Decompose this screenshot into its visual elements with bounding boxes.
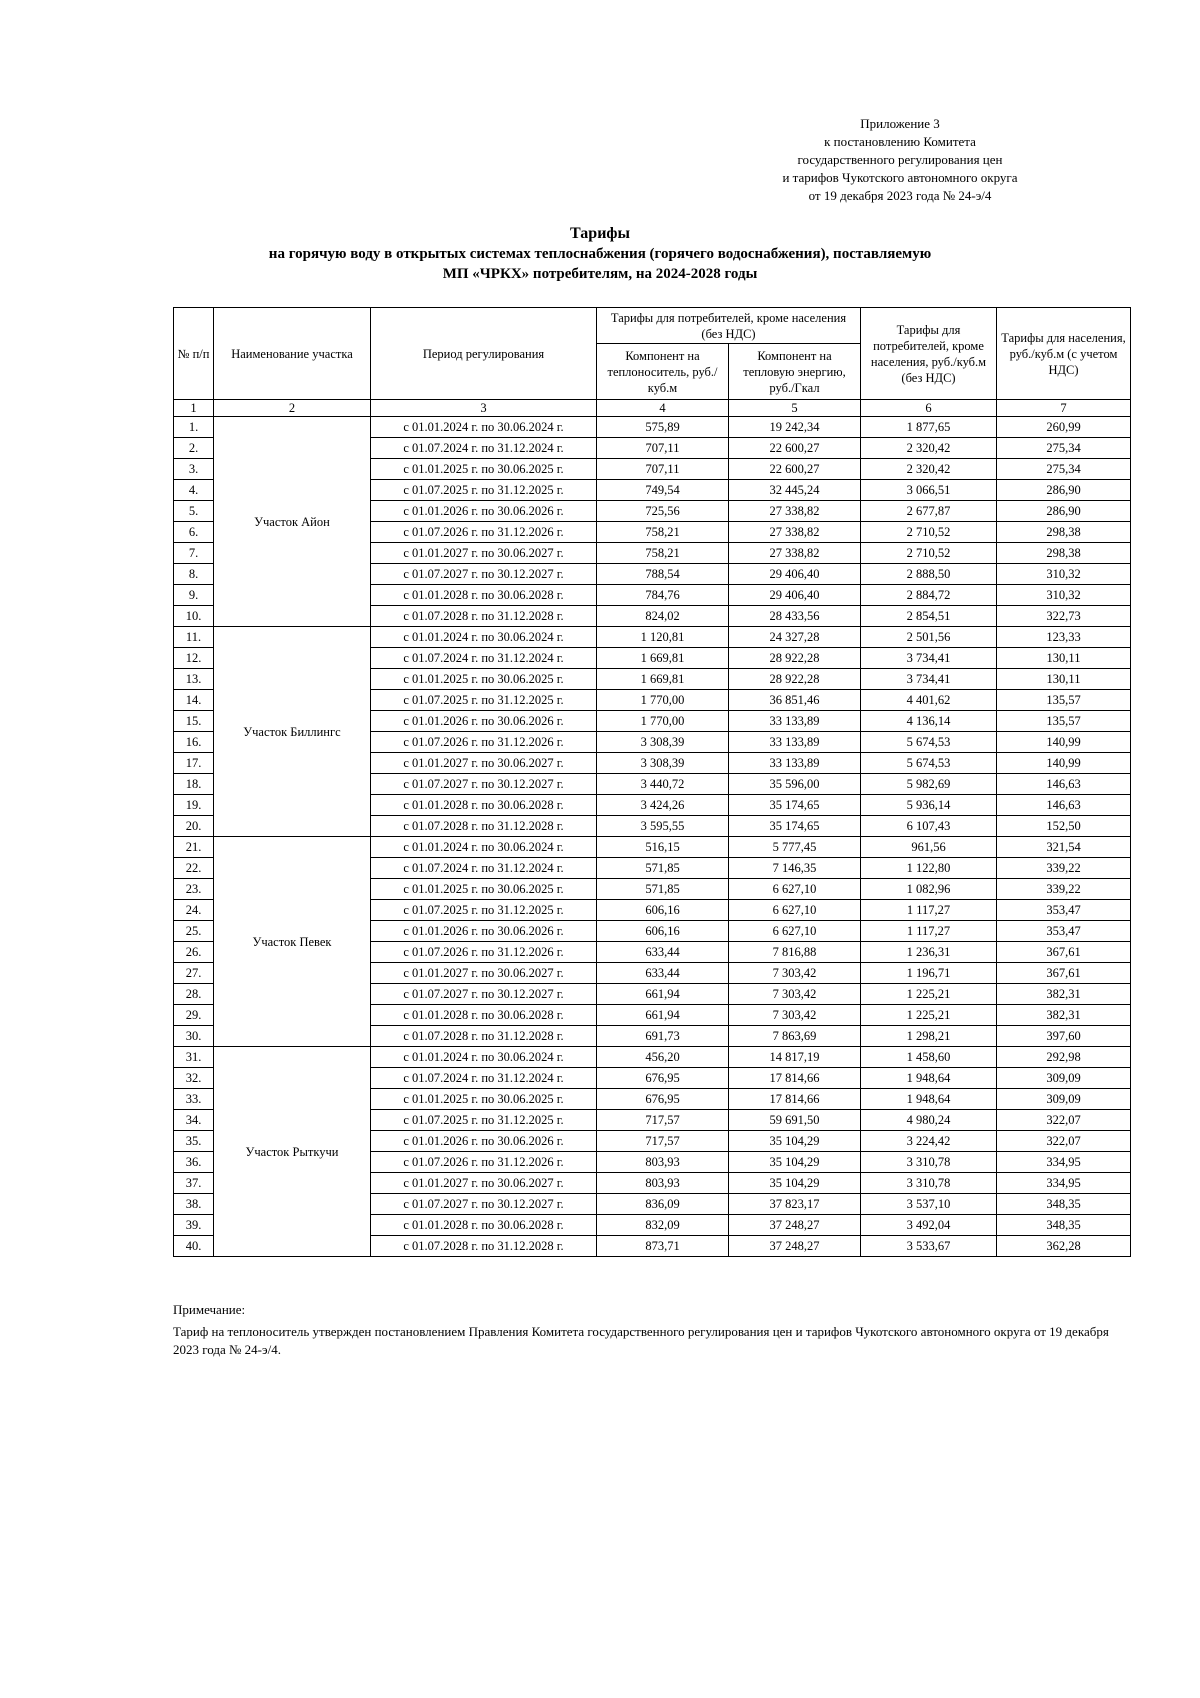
carrier-component-cell: 758,21 <box>597 543 729 564</box>
tariff-consumers-cell: 1 225,21 <box>861 1005 997 1026</box>
tariff-consumers-cell: 3 734,41 <box>861 648 997 669</box>
period-cell: с 01.07.2027 г. по 30.12.2027 г. <box>371 774 597 795</box>
tariff-population-cell: 275,34 <box>997 459 1131 480</box>
tariff-consumers-cell: 6 107,43 <box>861 816 997 837</box>
carrier-component-cell: 571,85 <box>597 858 729 879</box>
period-cell: с 01.01.2024 г. по 30.06.2024 г. <box>371 627 597 648</box>
appendix-line: государственного регулирования цен <box>797 152 1003 167</box>
period-cell: с 01.01.2028 г. по 30.06.2028 г. <box>371 1215 597 1236</box>
period-cell: с 01.07.2024 г. по 31.12.2024 г. <box>371 858 597 879</box>
energy-component-cell: 27 338,82 <box>729 501 861 522</box>
period-cell: с 01.07.2024 г. по 31.12.2024 г. <box>371 648 597 669</box>
period-cell: с 01.07.2025 г. по 31.12.2025 г. <box>371 1110 597 1131</box>
row-number: 25. <box>174 921 214 942</box>
tariff-consumers-cell: 1 298,21 <box>861 1026 997 1047</box>
tariff-population-cell: 130,11 <box>997 669 1131 690</box>
tariff-population-cell: 130,11 <box>997 648 1131 669</box>
row-number: 22. <box>174 858 214 879</box>
energy-component-cell: 35 174,65 <box>729 795 861 816</box>
tariff-consumers-cell: 2 320,42 <box>861 438 997 459</box>
tariff-consumers-cell: 1 196,71 <box>861 963 997 984</box>
row-number: 7. <box>174 543 214 564</box>
appendix-header <box>730 115 1070 205</box>
column-number: 5 <box>729 400 861 417</box>
tariff-population-cell: 146,63 <box>997 774 1131 795</box>
energy-component-cell: 17 814,66 <box>729 1068 861 1089</box>
tariff-population-cell: 382,31 <box>997 984 1131 1005</box>
tariff-population-cell: 334,95 <box>997 1173 1131 1194</box>
tariff-population-cell: 382,31 <box>997 1005 1131 1026</box>
tariff-population-cell: 140,99 <box>997 753 1131 774</box>
tariff-population-cell: 322,73 <box>997 606 1131 627</box>
tariff-population-cell: 367,61 <box>997 942 1131 963</box>
tariff-consumers-cell: 1 117,27 <box>861 921 997 942</box>
appendix-line: от 19 декабря 2023 года № 24-э/4 <box>808 188 992 203</box>
period-cell: с 01.01.2024 г. по 30.06.2024 г. <box>371 837 597 858</box>
carrier-component-cell: 788,54 <box>597 564 729 585</box>
carrier-component-cell: 758,21 <box>597 522 729 543</box>
energy-component-cell: 24 327,28 <box>729 627 861 648</box>
carrier-component-cell: 803,93 <box>597 1152 729 1173</box>
energy-component-cell: 6 627,10 <box>729 879 861 900</box>
carrier-component-cell: 516,15 <box>597 837 729 858</box>
carrier-component-cell: 3 424,26 <box>597 795 729 816</box>
row-number: 40. <box>174 1236 214 1257</box>
energy-component-cell: 35 596,00 <box>729 774 861 795</box>
carrier-component-cell: 836,09 <box>597 1194 729 1215</box>
note-heading: Примечание: <box>173 1302 246 1317</box>
carrier-component-cell: 3 308,39 <box>597 732 729 753</box>
carrier-component-cell: 606,16 <box>597 921 729 942</box>
tariff-consumers-cell: 1 082,96 <box>861 879 997 900</box>
energy-component-cell: 37 823,17 <box>729 1194 861 1215</box>
period-cell: с 01.01.2025 г. по 30.06.2025 г. <box>371 669 597 690</box>
row-number: 1. <box>174 417 214 438</box>
row-number: 12. <box>174 648 214 669</box>
tariff-population-cell: 310,32 <box>997 564 1131 585</box>
site-name: Участок Рыткучи <box>214 1047 371 1257</box>
period-cell: с 01.01.2027 г. по 30.06.2027 г. <box>371 1173 597 1194</box>
note <box>173 1301 1133 1359</box>
row-number: 35. <box>174 1131 214 1152</box>
table-row <box>174 627 1131 648</box>
appendix-line: Приложение 3 <box>860 116 940 131</box>
period-cell: с 01.01.2026 г. по 30.06.2026 г. <box>371 921 597 942</box>
period-cell: с 01.07.2024 г. по 31.12.2024 г. <box>371 1068 597 1089</box>
period-cell: с 01.07.2028 г. по 31.12.2028 г. <box>371 606 597 627</box>
carrier-component-cell: 832,09 <box>597 1215 729 1236</box>
tariffs-table <box>173 307 1131 1257</box>
energy-component-cell: 7 303,42 <box>729 1005 861 1026</box>
period-cell: с 01.01.2027 г. по 30.06.2027 г. <box>371 543 597 564</box>
tariff-population-cell: 322,07 <box>997 1131 1131 1152</box>
carrier-component-cell: 1 669,81 <box>597 669 729 690</box>
tariff-population-cell: 260,99 <box>997 417 1131 438</box>
energy-component-cell: 28 922,28 <box>729 669 861 690</box>
period-cell: с 01.07.2026 г. по 31.12.2026 г. <box>371 522 597 543</box>
table-row <box>174 417 1131 438</box>
carrier-component-cell: 707,11 <box>597 459 729 480</box>
tariff-population-cell: 309,09 <box>997 1068 1131 1089</box>
energy-component-cell: 33 133,89 <box>729 753 861 774</box>
carrier-component-cell: 575,89 <box>597 417 729 438</box>
header-comp-energy: Компонент на тепловую энергию, руб./Гкал <box>729 344 861 400</box>
energy-component-cell: 32 445,24 <box>729 480 861 501</box>
carrier-component-cell: 661,94 <box>597 984 729 1005</box>
row-number: 23. <box>174 879 214 900</box>
tariff-population-cell: 339,22 <box>997 879 1131 900</box>
row-number: 29. <box>174 1005 214 1026</box>
row-number: 16. <box>174 732 214 753</box>
energy-component-cell: 35 104,29 <box>729 1152 861 1173</box>
energy-component-cell: 7 863,69 <box>729 1026 861 1047</box>
carrier-component-cell: 784,76 <box>597 585 729 606</box>
tariff-population-cell: 286,90 <box>997 501 1131 522</box>
tariff-consumers-cell: 3 224,42 <box>861 1131 997 1152</box>
energy-component-cell: 28 922,28 <box>729 648 861 669</box>
tariff-consumers-cell: 2 501,56 <box>861 627 997 648</box>
period-cell: с 01.01.2027 г. по 30.06.2027 г. <box>371 753 597 774</box>
row-number: 14. <box>174 690 214 711</box>
table-row <box>174 837 1131 858</box>
energy-component-cell: 33 133,89 <box>729 711 861 732</box>
tariff-consumers-cell: 1 236,31 <box>861 942 997 963</box>
energy-component-cell: 5 777,45 <box>729 837 861 858</box>
energy-component-cell: 7 816,88 <box>729 942 861 963</box>
period-cell: с 01.01.2025 г. по 30.06.2025 г. <box>371 1089 597 1110</box>
period-cell: с 01.01.2028 г. по 30.06.2028 г. <box>371 1005 597 1026</box>
tariff-consumers-cell: 4 136,14 <box>861 711 997 732</box>
energy-component-cell: 6 627,10 <box>729 921 861 942</box>
row-number: 33. <box>174 1089 214 1110</box>
energy-component-cell: 59 691,50 <box>729 1110 861 1131</box>
energy-component-cell: 35 174,65 <box>729 816 861 837</box>
energy-component-cell: 17 814,66 <box>729 1089 861 1110</box>
carrier-component-cell: 606,16 <box>597 900 729 921</box>
tariff-consumers-cell: 1 948,64 <box>861 1089 997 1110</box>
site-name: Участок Певек <box>214 837 371 1047</box>
period-cell: с 01.07.2025 г. по 31.12.2025 г. <box>371 690 597 711</box>
title-line: МП «ЧРКХ» потребителям, на 2024-2028 годы <box>442 266 758 282</box>
tariff-population-cell: 292,98 <box>997 1047 1131 1068</box>
energy-component-cell: 27 338,82 <box>729 543 861 564</box>
carrier-component-cell: 1 120,81 <box>597 627 729 648</box>
carrier-component-cell: 571,85 <box>597 879 729 900</box>
header-site: Наименование участка <box>214 308 371 400</box>
note-text: Тариф на теплоноситель утвержден постановлением Правления Комитета государственного регулирования цен и тарифов Чукотского автономного округа от 19 декабря 2023 года № 24-э/4. <box>173 1324 1109 1357</box>
column-number: 2 <box>214 400 371 417</box>
tariff-consumers-cell: 3 066,51 <box>861 480 997 501</box>
carrier-component-cell: 3 308,39 <box>597 753 729 774</box>
tariff-population-cell: 348,35 <box>997 1194 1131 1215</box>
tariff-population-cell: 146,63 <box>997 795 1131 816</box>
carrier-component-cell: 725,56 <box>597 501 729 522</box>
row-number: 38. <box>174 1194 214 1215</box>
tariff-population-cell: 348,35 <box>997 1215 1131 1236</box>
header-num: № п/п <box>174 308 214 400</box>
document-title <box>0 224 1200 284</box>
carrier-component-cell: 873,71 <box>597 1236 729 1257</box>
row-number: 28. <box>174 984 214 1005</box>
column-number: 3 <box>371 400 597 417</box>
row-number: 13. <box>174 669 214 690</box>
energy-component-cell: 7 146,35 <box>729 858 861 879</box>
energy-component-cell: 36 851,46 <box>729 690 861 711</box>
row-number: 19. <box>174 795 214 816</box>
period-cell: с 01.07.2027 г. по 30.12.2027 г. <box>371 1194 597 1215</box>
title-line: Тарифы <box>570 225 630 242</box>
period-cell: с 01.07.2027 г. по 30.12.2027 г. <box>371 984 597 1005</box>
period-cell: с 01.01.2028 г. по 30.06.2028 г. <box>371 585 597 606</box>
tariff-population-cell: 298,38 <box>997 543 1131 564</box>
tariff-population-cell: 310,32 <box>997 585 1131 606</box>
period-cell: с 01.07.2024 г. по 31.12.2024 г. <box>371 438 597 459</box>
tariff-consumers-cell: 3 310,78 <box>861 1152 997 1173</box>
period-cell: с 01.01.2025 г. по 30.06.2025 г. <box>371 879 597 900</box>
site-name: Участок Айон <box>214 417 371 627</box>
tariff-consumers-cell: 2 710,52 <box>861 522 997 543</box>
column-numbers-row <box>174 400 1131 417</box>
header-group: Тарифы для потребителей, кроме населения (без НДС) <box>597 308 861 344</box>
tariff-population-cell: 298,38 <box>997 522 1131 543</box>
row-number: 2. <box>174 438 214 459</box>
row-number: 39. <box>174 1215 214 1236</box>
tariff-population-cell: 339,22 <box>997 858 1131 879</box>
row-number: 9. <box>174 585 214 606</box>
row-number: 27. <box>174 963 214 984</box>
energy-component-cell: 22 600,27 <box>729 459 861 480</box>
period-cell: с 01.07.2025 г. по 31.12.2025 г. <box>371 480 597 501</box>
energy-component-cell: 14 817,19 <box>729 1047 861 1068</box>
row-number: 3. <box>174 459 214 480</box>
tariff-population-cell: 140,99 <box>997 732 1131 753</box>
period-cell: с 01.01.2026 г. по 30.06.2026 г. <box>371 1131 597 1152</box>
tariff-population-cell: 123,33 <box>997 627 1131 648</box>
tariff-consumers-cell: 4 401,62 <box>861 690 997 711</box>
energy-component-cell: 35 104,29 <box>729 1131 861 1152</box>
tariff-population-cell: 362,28 <box>997 1236 1131 1257</box>
row-number: 34. <box>174 1110 214 1131</box>
energy-component-cell: 19 242,34 <box>729 417 861 438</box>
period-cell: с 01.01.2024 г. по 30.06.2024 г. <box>371 417 597 438</box>
tariff-consumers-cell: 1 225,21 <box>861 984 997 1005</box>
title-line: на горячую воду в открытых системах теплоснабжения (горячего водоснабжения), поставляемую <box>268 246 932 262</box>
table-body <box>174 400 1131 1257</box>
tariff-consumers-cell: 5 674,53 <box>861 732 997 753</box>
period-cell: с 01.07.2026 г. по 31.12.2026 г. <box>371 732 597 753</box>
carrier-component-cell: 633,44 <box>597 942 729 963</box>
row-number: 26. <box>174 942 214 963</box>
row-number: 5. <box>174 501 214 522</box>
tariff-consumers-cell: 1 122,80 <box>861 858 997 879</box>
header-tariff-consumers: Тарифы для потребителей, кроме населения, руб./куб.м (без НДС) <box>861 308 997 400</box>
carrier-component-cell: 717,57 <box>597 1110 729 1131</box>
appendix-line: к постановлению Комитета <box>824 134 976 149</box>
tariff-population-cell: 321,54 <box>997 837 1131 858</box>
carrier-component-cell: 1 669,81 <box>597 648 729 669</box>
period-cell: с 01.07.2028 г. по 31.12.2028 г. <box>371 1026 597 1047</box>
row-number: 4. <box>174 480 214 501</box>
energy-component-cell: 35 104,29 <box>729 1173 861 1194</box>
carrier-component-cell: 707,11 <box>597 438 729 459</box>
tariff-consumers-cell: 2 888,50 <box>861 564 997 585</box>
header-tariff-population: Тарифы для населения, руб./куб.м (с учетом НДС) <box>997 308 1131 400</box>
tariff-consumers-cell: 1 458,60 <box>861 1047 997 1068</box>
carrier-component-cell: 749,54 <box>597 480 729 501</box>
period-cell: с 01.07.2027 г. по 30.12.2027 г. <box>371 564 597 585</box>
tariff-consumers-cell: 3 310,78 <box>861 1173 997 1194</box>
period-cell: с 01.07.2028 г. по 31.12.2028 г. <box>371 1236 597 1257</box>
carrier-component-cell: 661,94 <box>597 1005 729 1026</box>
tariff-consumers-cell: 4 980,24 <box>861 1110 997 1131</box>
row-number: 6. <box>174 522 214 543</box>
energy-component-cell: 28 433,56 <box>729 606 861 627</box>
tariff-consumers-cell: 5 936,14 <box>861 795 997 816</box>
carrier-component-cell: 691,73 <box>597 1026 729 1047</box>
tariff-consumers-cell: 3 492,04 <box>861 1215 997 1236</box>
tariff-population-cell: 353,47 <box>997 921 1131 942</box>
energy-component-cell: 29 406,40 <box>729 564 861 585</box>
row-number: 31. <box>174 1047 214 1068</box>
energy-component-cell: 6 627,10 <box>729 900 861 921</box>
period-cell: с 01.07.2025 г. по 31.12.2025 г. <box>371 900 597 921</box>
header-period: Период регулирования <box>371 308 597 400</box>
tariff-consumers-cell: 2 854,51 <box>861 606 997 627</box>
energy-component-cell: 37 248,27 <box>729 1215 861 1236</box>
tariff-consumers-cell: 2 710,52 <box>861 543 997 564</box>
period-cell: с 01.01.2027 г. по 30.06.2027 г. <box>371 963 597 984</box>
row-number: 21. <box>174 837 214 858</box>
tariff-consumers-cell: 1 877,65 <box>861 417 997 438</box>
row-number: 24. <box>174 900 214 921</box>
period-cell: с 01.01.2026 г. по 30.06.2026 г. <box>371 711 597 732</box>
column-number: 1 <box>174 400 214 417</box>
carrier-component-cell: 456,20 <box>597 1047 729 1068</box>
period-cell: с 01.07.2028 г. по 31.12.2028 г. <box>371 816 597 837</box>
row-number: 15. <box>174 711 214 732</box>
tariff-consumers-cell: 3 734,41 <box>861 669 997 690</box>
carrier-component-cell: 676,95 <box>597 1089 729 1110</box>
tariff-consumers-cell: 5 674,53 <box>861 753 997 774</box>
row-number: 10. <box>174 606 214 627</box>
period-cell: с 01.01.2026 г. по 30.06.2026 г. <box>371 501 597 522</box>
header-comp-carrier: Компонент на теплоноситель, руб./куб.м <box>597 344 729 400</box>
carrier-component-cell: 3 440,72 <box>597 774 729 795</box>
row-number: 11. <box>174 627 214 648</box>
column-number: 6 <box>861 400 997 417</box>
carrier-component-cell: 1 770,00 <box>597 690 729 711</box>
tariff-population-cell: 367,61 <box>997 963 1131 984</box>
tariff-population-cell: 309,09 <box>997 1089 1131 1110</box>
site-name: Участок Биллингс <box>214 627 371 837</box>
column-number: 7 <box>997 400 1131 417</box>
table-header <box>174 308 1131 400</box>
row-number: 30. <box>174 1026 214 1047</box>
table-row <box>174 1047 1131 1068</box>
period-cell: с 01.07.2026 г. по 31.12.2026 г. <box>371 1152 597 1173</box>
carrier-component-cell: 1 770,00 <box>597 711 729 732</box>
tariff-consumers-cell: 2 677,87 <box>861 501 997 522</box>
energy-component-cell: 33 133,89 <box>729 732 861 753</box>
tariff-population-cell: 334,95 <box>997 1152 1131 1173</box>
appendix-line: и тарифов Чукотского автономного округа <box>782 170 1018 185</box>
carrier-component-cell: 633,44 <box>597 963 729 984</box>
tariff-consumers-cell: 1 117,27 <box>861 900 997 921</box>
row-number: 20. <box>174 816 214 837</box>
period-cell: с 01.01.2024 г. по 30.06.2024 г. <box>371 1047 597 1068</box>
energy-component-cell: 7 303,42 <box>729 963 861 984</box>
tariff-consumers-cell: 5 982,69 <box>861 774 997 795</box>
tariff-population-cell: 353,47 <box>997 900 1131 921</box>
tariff-population-cell: 275,34 <box>997 438 1131 459</box>
period-cell: с 01.01.2025 г. по 30.06.2025 г. <box>371 459 597 480</box>
column-number: 4 <box>597 400 729 417</box>
carrier-component-cell: 803,93 <box>597 1173 729 1194</box>
row-number: 37. <box>174 1173 214 1194</box>
row-number: 8. <box>174 564 214 585</box>
tariff-population-cell: 135,57 <box>997 690 1131 711</box>
carrier-component-cell: 717,57 <box>597 1131 729 1152</box>
energy-component-cell: 37 248,27 <box>729 1236 861 1257</box>
period-cell: с 01.01.2028 г. по 30.06.2028 г. <box>371 795 597 816</box>
tariff-population-cell: 135,57 <box>997 711 1131 732</box>
tariff-consumers-cell: 2 884,72 <box>861 585 997 606</box>
row-number: 17. <box>174 753 214 774</box>
carrier-component-cell: 3 595,55 <box>597 816 729 837</box>
row-number: 36. <box>174 1152 214 1173</box>
tariff-consumers-cell: 961,56 <box>861 837 997 858</box>
carrier-component-cell: 824,02 <box>597 606 729 627</box>
period-cell: с 01.07.2026 г. по 31.12.2026 г. <box>371 942 597 963</box>
tariff-consumers-cell: 3 537,10 <box>861 1194 997 1215</box>
carrier-component-cell: 676,95 <box>597 1068 729 1089</box>
tariff-consumers-cell: 2 320,42 <box>861 459 997 480</box>
energy-component-cell: 22 600,27 <box>729 438 861 459</box>
tariff-population-cell: 397,60 <box>997 1026 1131 1047</box>
tariff-population-cell: 152,50 <box>997 816 1131 837</box>
row-number: 18. <box>174 774 214 795</box>
tariff-consumers-cell: 3 533,67 <box>861 1236 997 1257</box>
energy-component-cell: 29 406,40 <box>729 585 861 606</box>
tariff-population-cell: 286,90 <box>997 480 1131 501</box>
energy-component-cell: 7 303,42 <box>729 984 861 1005</box>
tariff-consumers-cell: 1 948,64 <box>861 1068 997 1089</box>
row-number: 32. <box>174 1068 214 1089</box>
energy-component-cell: 27 338,82 <box>729 522 861 543</box>
tariff-population-cell: 322,07 <box>997 1110 1131 1131</box>
